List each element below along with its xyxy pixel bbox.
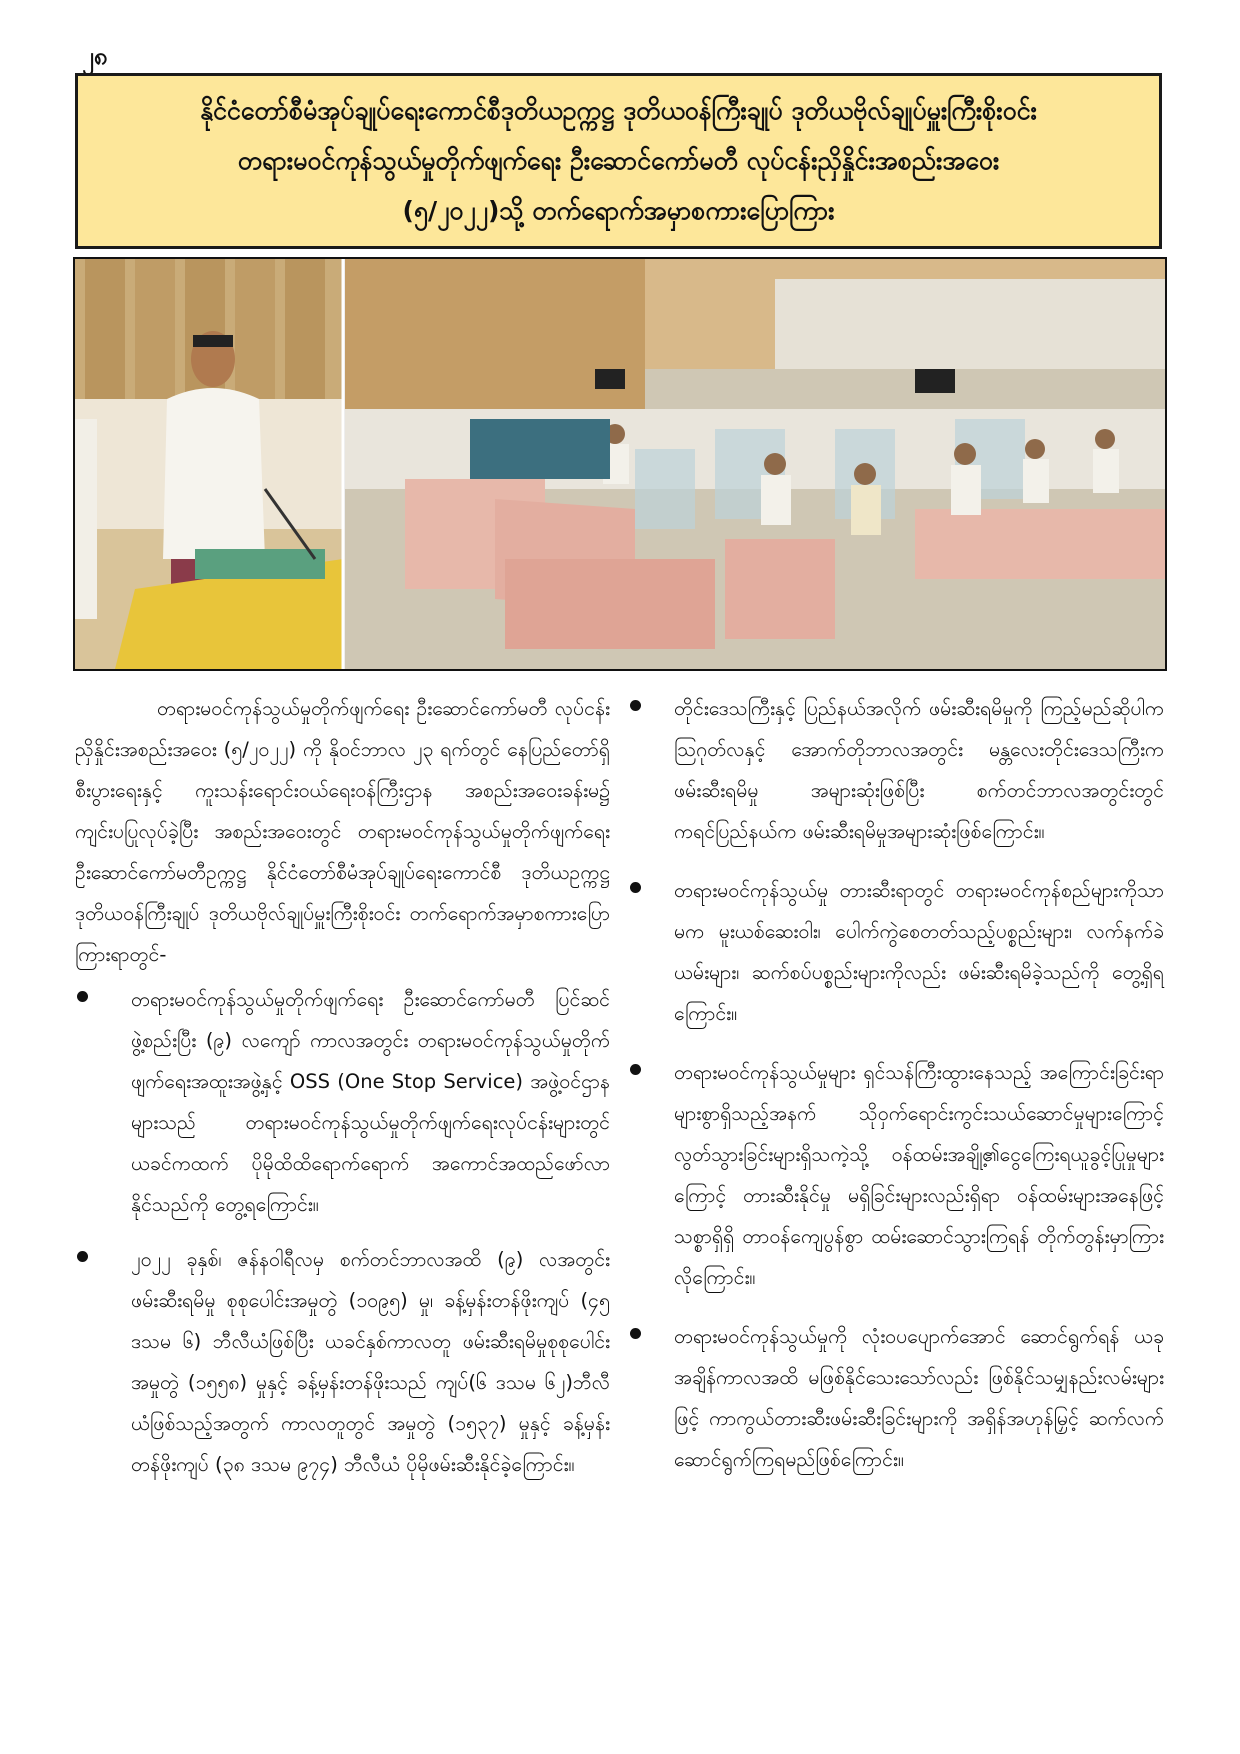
right-bullet-item [628,1316,1164,1480]
bullet-icon [77,991,88,1002]
left-bullet-item [75,1239,610,1485]
bullet-icon [630,1328,641,1339]
bullet-text: တရားမဝင်ကုန်သွယ်မှုတိုက်ဖျက်ရေး ဦးဆောင်ကော်မတီ ပြင်ဆင်ဖွဲ့စည်းပြီး (၉) လကျော် ကာလအတွင်း တရားမဝင်ကုန်သွယ်မှုတိုက်ဖျက်ရေးအထူးအဖွဲ့နှင့် OSS (One Stop Service) အဖွဲ့ဝင်ဌာနများသည် တရားမဝင်ကုန်သွယ်မှုတိုက်ဖျက်ရေးလုပ်ငန်းများတွင် ယခင်ကထက် ပိုမိုထိထိရောက်ရောက် အကောင်အထည်ဖော်လာနိုင်သည်ကို တွေ့ရကြောင်း။ [131,988,610,1216]
bullet-icon [630,882,641,893]
bullet-text: တရားမဝင်ကုန်သွယ်မှုများ ရှင်သန်ကြီးထွားနေသည့် အကြောင်းခြင်းရာများစွာရှိသည့်အနက် သိုဝှက်ရောင်းကွင်းသယ်ဆောင်မှုများကြောင့် လွတ်သွားခြင်းများရှိသကဲ့သို့ ဝန်ထမ်းအချို့၏ငွေကြေးရယူခွင့်ပြုမှုများကြောင့် တားဆီးနိုင်မှု မရှိခြင်းများလည်းရှိရာ ဝန်ထမ်းများအနေဖြင့် သစ္စာရှိရှိ တာဝန်ကျေပွန်စွာ ထမ်းဆောင်သွားကြရန် တိုက်တွန်းမှာကြားလိုကြောင်း။ [674,1061,1164,1289]
bullet-text: တရားမဝင်ကုန်သွယ်မှုကို လုံးဝပပျောက်အောင် ဆောင်ရွက်ရန် ယခုအချိန်ကာလအထိ မဖြစ်နိုင်သေးသော်လည်း ဖြစ်နိုင်သမျှနည်းလမ်းများဖြင့် ကာကွယ်တားဆီးဖမ်းဆီးခြင်းများကို အရှိန်အဟုန်မြှင့် ဆက်လက်ဆောင်ရွက်ကြရမည်ဖြစ်ကြောင်း။ [674,1325,1164,1471]
right-bullet-item [628,870,1164,1034]
headline-line-2: တရားမဝင်ကုန်သွယ်မှုတိုက်ဖျက်ရေး ဦးဆောင်ကော်မတီ လုပ်ငန်းညှိနှိုင်းအစည်းအဝေး [237,146,1000,175]
bullet-icon [630,700,641,711]
page-number: ၂၈ [82,42,108,70]
right-column [628,688,1164,1498]
news-photo [73,257,1167,671]
right-bullet-item [628,1052,1164,1298]
right-bullet-item [628,688,1164,852]
headline-line-3: (၅/၂၀၂၂)သို့ တက်ရောက်အမှာစကားပြောကြား [402,196,835,225]
bullet-text: တိုင်းဒေသကြီးနှင့် ပြည်နယ်အလိုက် ဖမ်းဆီးရမိမှုကို ကြည့်မည်ဆိုပါက ဩဂုတ်လနှင့် အောက်တိုဘာလအတွင်း မန္တလေးတိုင်းဒေသကြီးက ဖမ်းဆီးရမိမှု အများဆုံးဖြစ်ပြီး စက်တင်ဘာလအတွင်းတွင် ကရင်ပြည်နယ်က ဖမ်းဆီးရမိမှုအများဆုံးဖြစ်ကြောင်း။ [674,697,1164,843]
bullet-icon [77,1251,88,1262]
left-column [75,688,610,1499]
intro-paragraph: တရားမဝင်ကုန်သွယ်မှုတိုက်ဖျက်ရေး ဦးဆောင်ကော်မတီ လုပ်ငန်းညှိနှိုင်းအစည်းအဝေး (၅/၂၀၂၂) ကို နိုဝင်ဘာလ ၂၃ ရက်တွင် နေပြည်တော်ရှိ စီးပွားရေးနှင့် ကူးသန်းရောင်းဝယ်ရေးဝန်ကြီးဌာန အစည်းအဝေးခန်းမ၌ ကျင်းပပြုလုပ်ခဲ့ပြီး အစည်းအဝေးတွင် တရားမဝင်ကုန်သွယ်မှုတိုက်ဖျက်ရေး ဦးဆောင်ကော်မတီဥက္ကဋ္ဌ နိုင်ငံတော်စီမံအုပ်ချုပ်ရေးကောင်စီ ဒုတိယဥက္ကဋ္ဌ ဒုတိယဝန်ကြီးချုပ် ဒုတိယဗိုလ်ချုပ်မှူးကြီးစိုးဝင်း တက်ရောက်အမှာစကားပြောကြားရာတွင်- [75,697,610,966]
bullet-text: ၂၀၂၂ ခုနှစ်၊ ဇန်နဝါရီလမှ စက်တင်ဘာလအထိ (၉) လအတွင်း ဖမ်းဆီးရမိမှု စုစုပေါင်းအမှုတွဲ (၁၀၉၅) မှု၊ ခန့်မှန်းတန်ဖိုးကျပ် (၄၅ ဒသမ ၆) ဘီလီယံဖြစ်ပြီး ယခင်နှစ်ကာလတူ ဖမ်းဆီးရမိမှုစုစုပေါင်းအမှုတွဲ (၁၅၅၈) မှုနှင့် ခန့်မှန်းတန်ဖိုးသည် ကျပ်(၆ ဒသမ ၆၂)ဘီလီယံဖြစ်သည့်အတွက် ကာလတူတွင် အမှုတွဲ (၁၅၃၇) မှုနှင့် ခန့်မှန်းတန်ဖိုးကျပ် (၃၈ ဒသမ ၉၇၄) ဘီလီယံ ပိုမိုဖမ်းဆီးနိုင်ခဲ့ကြောင်း။ [131,1248,610,1476]
left-bullet-item [75,979,610,1225]
photo-meeting-hall [345,259,1165,669]
bullet-text: တရားမဝင်ကုန်သွယ်မှု တားဆီးရာတွင် တရားမဝင်ကုန်စည်များကိုသာမက မူးယစ်ဆေးဝါး၊ ပေါက်ကွဲစေတတ်သည့်ပစ္စည်းများ၊ လက်နက်ခဲယမ်းများ၊ ဆက်စပ်ပစ္စည်းများကိုလည်း ဖမ်းဆီးရမိခဲ့သည်ကို တွေ့ရှိရကြောင်း။ [674,879,1164,1025]
headline-line-1: နိုင်ငံတော်စီမံအုပ်ချုပ်ရေးကောင်စီဒုတိယဥက္ကဋ္ဌ ဒုတိယဝန်ကြီးချုပ် ဒုတိယဗိုလ်ချုပ်မှူးကြီးစိုးဝင်း [200,96,1037,125]
headline-box [75,73,1162,249]
bullet-icon [630,1064,641,1075]
photo-speaker-at-podium [75,259,343,669]
